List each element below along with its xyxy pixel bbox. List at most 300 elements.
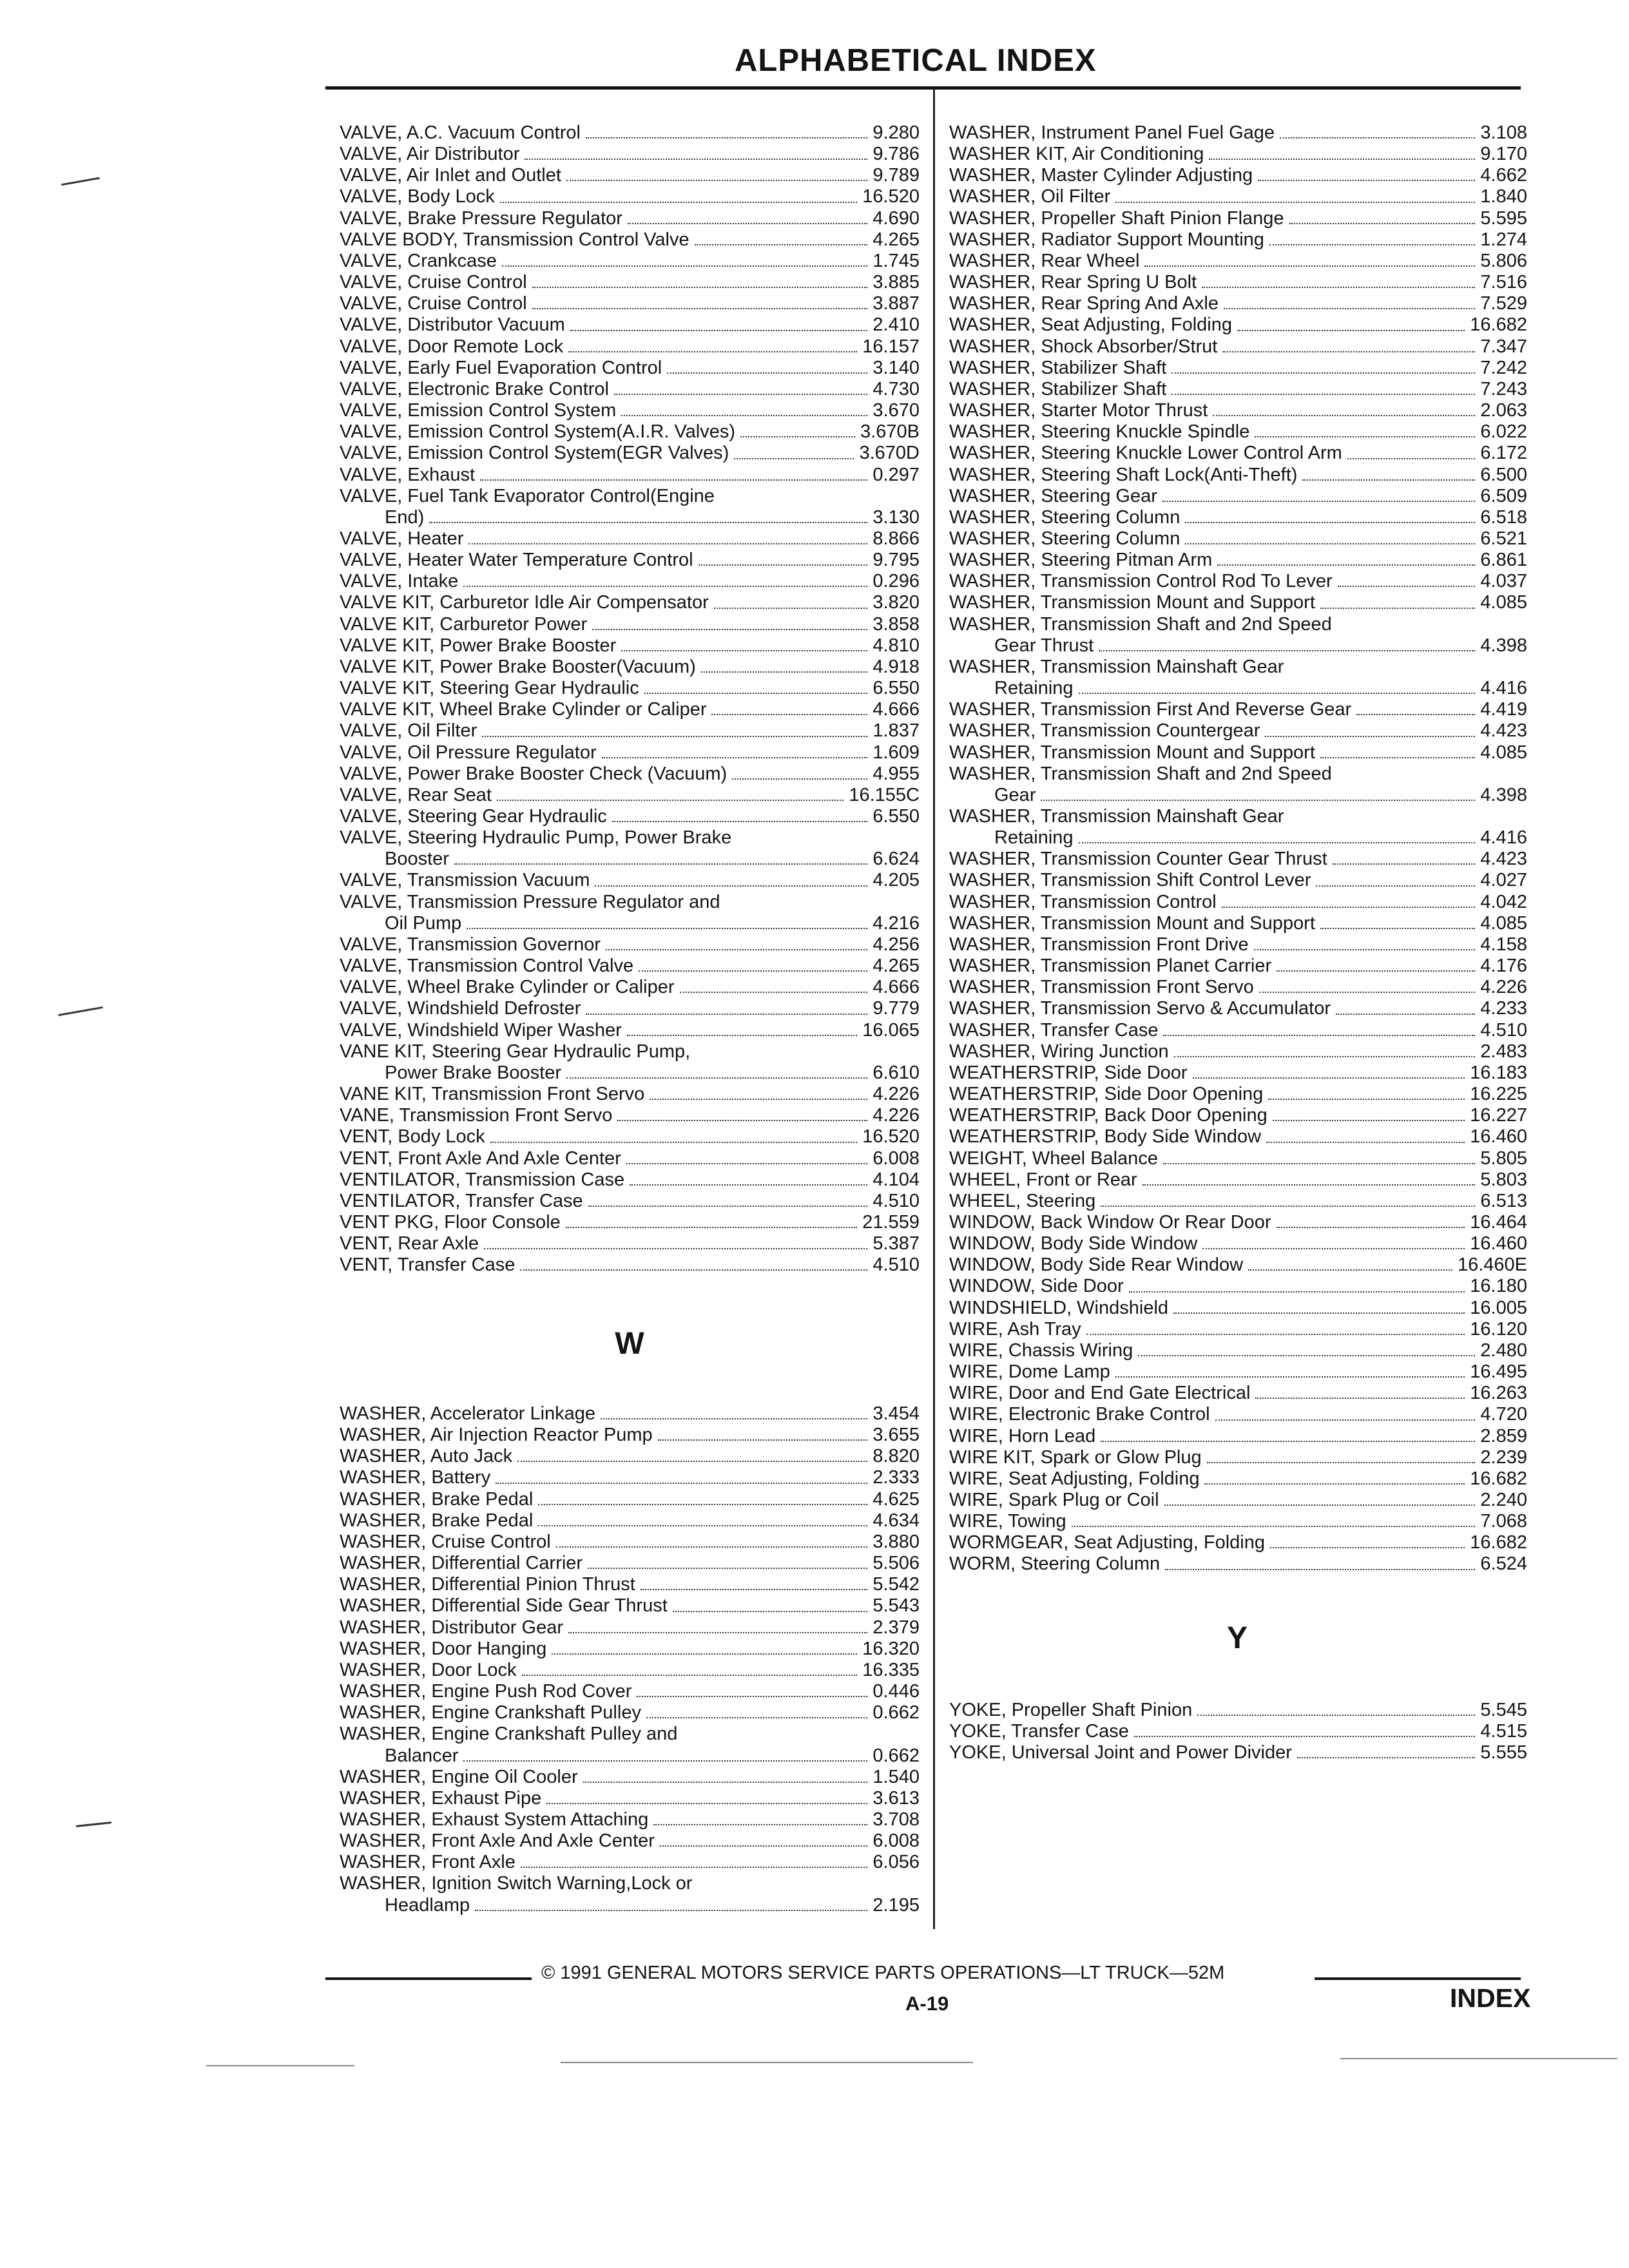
index-entry-label: WHEEL, Steering xyxy=(949,1190,1096,1211)
dot-leader xyxy=(463,586,867,587)
index-entry-page: 16.320 xyxy=(862,1638,920,1659)
index-entry-label: YOKE, Universal Joint and Power Divider xyxy=(949,1742,1292,1763)
index-entry xyxy=(340,1553,920,1574)
dot-leader xyxy=(463,1760,867,1762)
index-entry-label: WASHER, Steering Pitman Arm xyxy=(949,550,1213,571)
index-entry xyxy=(949,1447,1527,1468)
index-entry-label: YOKE, Propeller Shaft Pinion xyxy=(949,1700,1193,1720)
index-entry-page: 4.720 xyxy=(1480,1404,1527,1425)
index-entry xyxy=(340,1788,920,1809)
index-entry xyxy=(340,528,920,550)
index-entry-label: WASHER, Front Axle And Axle Center xyxy=(340,1831,655,1852)
index-entry xyxy=(949,1298,1527,1319)
index-entry-label: VALVE, Electronic Brake Control xyxy=(340,378,609,399)
index-entry-label: Booster xyxy=(385,849,449,870)
dot-leader xyxy=(1277,970,1475,972)
index-entry xyxy=(949,998,1527,1019)
dot-leader xyxy=(1134,1736,1476,1737)
dot-leader xyxy=(1202,1248,1465,1249)
section-label: INDEX xyxy=(1450,1983,1531,2013)
index-entry-page: 16.460E xyxy=(1457,1254,1527,1276)
index-entry xyxy=(949,165,1527,186)
index-entry xyxy=(949,122,1527,144)
index-entry xyxy=(340,1169,920,1191)
dot-leader xyxy=(525,159,867,160)
index-entry-label: WIRE, Electronic Brake Control xyxy=(949,1404,1210,1425)
index-entry xyxy=(340,1681,920,1702)
index-entry-label: VALVE, Body Lock xyxy=(340,186,495,207)
index-entry xyxy=(340,336,920,358)
index-entry xyxy=(949,550,1527,571)
index-entry-page: 5.806 xyxy=(1480,250,1527,271)
dot-leader xyxy=(532,308,868,309)
index-entry-label: VALVE KIT, Power Brake Booster(Vacuum) xyxy=(340,656,696,677)
index-entry xyxy=(949,1084,1527,1105)
dot-leader xyxy=(1273,1120,1465,1121)
dot-leader xyxy=(1163,1163,1475,1164)
index-entry-label: VALVE, Door Remote Lock xyxy=(340,336,564,357)
index-entry xyxy=(949,764,1527,785)
index-entry-page: 4.205 xyxy=(872,870,920,891)
index-entry xyxy=(340,1852,920,1873)
index-entry xyxy=(340,1809,920,1831)
dot-leader xyxy=(570,330,868,331)
dot-leader xyxy=(1237,330,1465,331)
index-entry-page: 6.861 xyxy=(1480,550,1527,571)
index-entry-label: WASHER, Transmission Mount and Support xyxy=(949,592,1315,613)
index-entry-page: 4.810 xyxy=(872,635,920,656)
dot-leader xyxy=(1302,479,1475,481)
index-entry-label: WASHER, Differential Carrier xyxy=(340,1553,583,1574)
index-entry-label: WASHER, Front Axle xyxy=(340,1852,516,1873)
index-entry xyxy=(949,251,1527,272)
index-entry-label: WASHER, Brake Pedal xyxy=(340,1488,534,1510)
index-entry-label: WASHER, Instrument Panel Fuel Gage xyxy=(949,122,1275,143)
index-entry xyxy=(340,1212,920,1233)
index-entry-page: 1.745 xyxy=(872,250,920,271)
index-entry-page: 5.387 xyxy=(872,1233,920,1254)
index-entry-page: 1.609 xyxy=(872,742,920,763)
index-entry-label: VALVE, Emission Control System(A.I.R. Valves) xyxy=(340,421,736,443)
index-entry-label: WASHER, Steering Column xyxy=(949,528,1181,549)
index-entry-page: 9.786 xyxy=(872,144,920,165)
index-entry-page: 5.545 xyxy=(1480,1700,1527,1720)
index-entry-page: 4.918 xyxy=(872,656,920,677)
dot-leader xyxy=(612,821,868,822)
index-entry-page: 7.068 xyxy=(1480,1511,1527,1532)
index-entry-page: 6.521 xyxy=(1480,528,1527,549)
index-entry-label: VALVE, Transmission Vacuum xyxy=(340,870,590,891)
dot-leader xyxy=(566,1077,867,1079)
dot-leader xyxy=(1204,1483,1465,1485)
dot-leader xyxy=(1270,1547,1465,1548)
index-entry xyxy=(949,849,1527,870)
index-entry xyxy=(949,186,1527,207)
index-entry-page: 16.180 xyxy=(1470,1276,1527,1297)
index-entry-label: WASHER, Transmission Countergear xyxy=(949,720,1260,742)
index-entry-label: WEATHERSTRIP, Side Door Opening xyxy=(949,1084,1264,1105)
index-entry-label: VALVE, Power Brake Booster Check (Vacuum) xyxy=(340,763,728,784)
dot-leader xyxy=(480,479,867,481)
index-entry-label: WORMGEAR, Seat Adjusting, Folding xyxy=(949,1532,1265,1553)
index-entry-label: WASHER, Propeller Shaft Pinion Flange xyxy=(949,207,1284,229)
index-entry-page: 4.176 xyxy=(1480,956,1527,977)
dot-leader xyxy=(621,415,867,416)
dot-leader xyxy=(734,458,854,459)
index-entry-label: WASHER, Transmission Shaft and 2nd Speed xyxy=(949,763,1332,784)
dot-leader xyxy=(566,180,868,181)
index-entry-label: WIRE, Dome Lamp xyxy=(949,1361,1110,1383)
index-entry-label: VALVE, Cruise Control xyxy=(340,272,527,293)
index-entry xyxy=(340,1148,920,1169)
index-entry-label: VALVE KIT, Power Brake Booster xyxy=(340,635,617,656)
dot-leader xyxy=(468,543,867,544)
index-entry-label: VALVE, Steering Gear Hydraulic xyxy=(340,806,607,827)
index-entry xyxy=(340,1702,920,1724)
dot-leader xyxy=(1193,1077,1465,1079)
index-entry-label: VALVE, Distributor Vacuum xyxy=(340,314,565,336)
index-entry xyxy=(949,806,1527,827)
index-entry-page: 4.265 xyxy=(872,956,920,977)
index-entry xyxy=(949,208,1527,229)
index-entry xyxy=(340,1617,920,1639)
index-entry xyxy=(340,1873,920,1894)
index-entry-label: End) xyxy=(385,506,425,528)
index-entry xyxy=(949,977,1527,998)
index-entry-label: WINDOW, Side Door xyxy=(949,1276,1124,1297)
index-entry xyxy=(949,699,1527,720)
index-entry-page: 2.240 xyxy=(1480,1490,1527,1510)
index-entry xyxy=(949,870,1527,891)
index-entry-page: 4.233 xyxy=(1480,998,1527,1019)
index-entry xyxy=(340,571,920,592)
index-entry-label: WASHER, Steering Gear xyxy=(949,485,1157,506)
dot-leader xyxy=(583,1782,868,1783)
dot-leader xyxy=(1269,244,1476,245)
index-entry-page: 4.256 xyxy=(872,934,920,955)
index-entry xyxy=(340,614,920,635)
index-entry xyxy=(340,785,920,806)
index-entry xyxy=(340,1724,920,1745)
dot-leader xyxy=(658,1439,868,1441)
index-entry-label: VALVE, Transmission Control Valve xyxy=(340,956,634,977)
index-entry-page: 3.885 xyxy=(872,272,920,293)
index-entry-label: WASHER, Accelerator Linkage xyxy=(340,1403,596,1424)
dot-leader xyxy=(653,1824,867,1825)
index-entry-label: WASHER, Transmission Mainshaft Gear xyxy=(949,806,1284,827)
index-entry-page: 4.510 xyxy=(1480,1019,1527,1041)
dot-leader xyxy=(556,1546,868,1548)
dot-leader xyxy=(1099,650,1475,651)
index-entry xyxy=(340,314,920,336)
dot-leader xyxy=(1213,415,1475,416)
index-entry-label: VALVE, Transmission Pressure Regulator and xyxy=(340,891,720,912)
index-entry-label: WASHER, Transmission Mainshaft Gear xyxy=(949,656,1284,677)
index-entry-page: 3.708 xyxy=(872,1809,920,1830)
index-entry xyxy=(949,1742,1527,1763)
index-entry xyxy=(340,358,920,379)
dot-leader xyxy=(538,1525,867,1526)
index-entry-label: VALVE BODY, Transmission Control Valve xyxy=(340,229,689,250)
index-entry-label: VALVE, Oil Filter xyxy=(340,720,477,742)
index-entry xyxy=(949,293,1527,314)
index-entry xyxy=(340,251,920,272)
index-entry xyxy=(340,229,920,251)
index-entry-page: 3.140 xyxy=(872,357,920,378)
index-entry xyxy=(340,1639,920,1660)
index-entry-label: WINDOW, Back Window Or Rear Door xyxy=(949,1211,1271,1233)
dot-leader xyxy=(1202,287,1475,288)
dot-leader xyxy=(627,1035,857,1036)
index-entry xyxy=(340,870,920,891)
index-entry-page: 16.520 xyxy=(862,1126,920,1148)
index-entry-label: Retaining xyxy=(994,678,1074,699)
scan-rule xyxy=(1340,2058,1617,2059)
index-entry-label: VENTILATOR, Transfer Case xyxy=(340,1190,583,1211)
index-entry-label: VALVE, Heater Water Temperature Control xyxy=(340,550,693,571)
index-entry-page: 16.682 xyxy=(1470,1532,1527,1553)
index-entry-label: WASHER, Steering Shaft Lock(Anti-Theft) xyxy=(949,464,1298,485)
index-column-left xyxy=(340,122,920,1276)
dot-leader xyxy=(1162,501,1476,502)
index-entry-page: 4.730 xyxy=(872,378,920,399)
index-entry xyxy=(340,1105,920,1126)
index-entry xyxy=(340,1233,920,1254)
index-entry-label: WASHER, Exhaust Pipe xyxy=(340,1787,542,1809)
dot-leader xyxy=(522,1675,858,1676)
index-entry xyxy=(949,1532,1527,1553)
index-entry-label: WASHER, Exhaust System Attaching xyxy=(340,1809,649,1830)
dot-leader xyxy=(1142,1184,1476,1186)
dot-leader xyxy=(1209,159,1475,160)
index-entry-label: WEATHERSTRIP, Side Door xyxy=(949,1062,1188,1083)
index-entry xyxy=(340,1595,920,1617)
index-entry-page: 16.065 xyxy=(862,1019,920,1041)
index-entry-label: Retaining xyxy=(994,827,1074,849)
index-entry xyxy=(949,336,1527,358)
index-entry-label: WASHER, Transmission Mount and Support xyxy=(949,912,1315,934)
index-entry xyxy=(340,977,920,998)
dot-leader xyxy=(1197,1715,1475,1716)
index-entry-label: WIRE KIT, Spark or Glow Plug xyxy=(949,1446,1202,1468)
dot-leader xyxy=(1138,1355,1475,1356)
index-entry-label: WASHER, Air Injection Reactor Pump xyxy=(340,1425,653,1446)
index-entry-label: VALVE, Brake Pressure Regulator xyxy=(340,207,622,229)
dot-leader xyxy=(740,436,855,437)
index-entry xyxy=(340,1745,920,1767)
index-entry-label: WASHER, Steering Knuckle Spindle xyxy=(949,421,1250,443)
index-entry-page: 7.347 xyxy=(1480,336,1527,357)
index-entry-page: 3.655 xyxy=(872,1425,920,1446)
index-entry-page: 8.866 xyxy=(872,528,920,549)
index-entry-page: 2.063 xyxy=(1480,400,1527,421)
index-entry xyxy=(949,1700,1527,1721)
scan-mark xyxy=(76,1821,111,1827)
index-entry-label: WEATHERSTRIP, Body Side Window xyxy=(949,1126,1262,1148)
dot-leader xyxy=(701,671,868,673)
index-entry-page: 16.263 xyxy=(1470,1383,1527,1404)
index-entry xyxy=(340,400,920,421)
dot-leader xyxy=(520,1269,867,1271)
index-entry xyxy=(340,1425,920,1446)
index-entry xyxy=(949,272,1527,293)
dot-leader xyxy=(626,1163,868,1164)
index-entry xyxy=(340,1660,920,1681)
dot-leader xyxy=(1316,885,1475,887)
dot-leader xyxy=(621,650,867,651)
index-entry-page: 2.239 xyxy=(1480,1446,1527,1468)
index-entry xyxy=(340,1510,920,1532)
dot-leader xyxy=(546,1803,867,1804)
index-entry-page: 6.550 xyxy=(872,678,920,699)
dot-leader xyxy=(1338,586,1476,587)
index-entry-label: VALVE, Exhaust xyxy=(340,464,476,485)
index-entry-label: VANE, Transmission Front Servo xyxy=(340,1105,613,1126)
dot-leader xyxy=(1185,543,1475,544)
index-entry xyxy=(340,678,920,699)
index-entry-page: 4.226 xyxy=(872,1105,920,1126)
index-entry-label: WIRE, Seat Adjusting, Folding xyxy=(949,1468,1200,1489)
footer-copyright: © 1991 GENERAL MOTORS SERVICE PARTS OPERATIONS—LT TRUCK—52M xyxy=(541,1963,1225,1983)
index-entry xyxy=(949,720,1527,742)
index-entry-page: 3.880 xyxy=(872,1531,920,1552)
index-entry-label: WASHER, Auto Jack xyxy=(340,1446,513,1467)
index-entry xyxy=(949,421,1527,443)
dot-leader xyxy=(1129,1291,1465,1293)
index-entry-label: WINDOW, Body Side Rear Window xyxy=(949,1254,1244,1276)
dot-leader xyxy=(630,1184,867,1186)
index-entry xyxy=(949,486,1527,507)
index-entry-label: WASHER, Transfer Case xyxy=(949,1019,1159,1041)
dot-leader xyxy=(552,1653,857,1655)
index-column-right-y xyxy=(949,1700,1527,1763)
index-column-left-w xyxy=(340,1403,920,1916)
dot-leader xyxy=(1268,1099,1465,1100)
dot-leader xyxy=(1115,202,1475,203)
index-entry-page: 16.495 xyxy=(1470,1361,1527,1383)
index-entry-label: VALVE, Fuel Tank Evaporator Control(Engine xyxy=(340,485,715,506)
index-entry-label: VALVE, Heater xyxy=(340,528,464,549)
index-entry-page: 4.085 xyxy=(1480,592,1527,613)
index-entry-label: WINDOW, Body Side Window xyxy=(949,1233,1198,1254)
index-entry-label: VENT, Rear Axle xyxy=(340,1233,479,1254)
index-entry-page: 4.666 xyxy=(872,977,920,998)
index-entry-page: 4.510 xyxy=(872,1190,920,1211)
index-entry-page: 3.454 xyxy=(872,1403,920,1424)
index-entry xyxy=(340,764,920,785)
dot-leader xyxy=(532,287,868,288)
index-entry xyxy=(949,1404,1527,1425)
index-entry-page: 9.789 xyxy=(872,165,920,186)
dot-leader xyxy=(1289,223,1476,224)
index-entry xyxy=(340,550,920,571)
index-entry-page: 4.416 xyxy=(1480,827,1527,849)
index-entry-page: 6.008 xyxy=(872,1148,920,1169)
index-entry xyxy=(949,827,1527,849)
index-entry xyxy=(949,507,1527,528)
index-entry-label: WASHER, Transmission Mount and Support xyxy=(949,742,1315,763)
dot-leader xyxy=(1266,1142,1465,1143)
dot-leader xyxy=(1164,1504,1476,1506)
index-entry xyxy=(340,956,920,977)
section-letter-w: W xyxy=(615,1327,644,1361)
index-entry-page: 4.085 xyxy=(1480,912,1527,934)
index-entry xyxy=(340,208,920,229)
dot-leader xyxy=(1144,265,1475,267)
index-entry-page: 4.510 xyxy=(872,1254,920,1276)
index-entry-page: 2.410 xyxy=(872,314,920,336)
index-entry-page: 4.666 xyxy=(872,699,920,720)
index-entry-label: WASHER, Oil Filter xyxy=(949,186,1111,207)
index-entry-label: VANE KIT, Transmission Front Servo xyxy=(340,1084,645,1105)
index-entry-label: WASHER, Transmission Shift Control Lever xyxy=(949,870,1311,891)
index-entry-label: WASHER, Transmission Control xyxy=(949,891,1217,912)
index-entry-label: VALVE, Oil Pressure Regulator xyxy=(340,742,597,763)
index-entry-page: 16.155C xyxy=(849,784,920,805)
index-entry-page: 4.158 xyxy=(1480,934,1527,955)
dot-leader xyxy=(695,244,868,245)
index-entry-page: 9.779 xyxy=(872,998,920,1019)
index-entry-page: 16.682 xyxy=(1470,1468,1527,1489)
dot-leader xyxy=(1254,949,1476,950)
scan-rule xyxy=(206,2065,354,2066)
index-entry xyxy=(340,849,920,870)
index-entry-page: 5.542 xyxy=(872,1574,920,1595)
dot-leader xyxy=(1255,436,1475,437)
dot-leader xyxy=(1163,1035,1475,1036)
dot-leader xyxy=(1248,1269,1452,1271)
index-entry-page: 6.624 xyxy=(872,849,920,870)
index-entry xyxy=(340,1489,920,1510)
index-entry-label: WASHER, Radiator Support Mounting xyxy=(949,229,1264,250)
dot-leader xyxy=(1222,351,1475,352)
dot-leader xyxy=(617,1120,867,1121)
index-entry xyxy=(340,1254,920,1276)
index-entry xyxy=(340,1020,920,1041)
index-entry-label: VALVE KIT, Carburetor Idle Air Compensator xyxy=(340,592,709,613)
index-entry-page: 9.280 xyxy=(872,122,920,143)
index-entry-label: WIRE, Ash Tray xyxy=(949,1318,1081,1340)
index-entry xyxy=(340,1767,920,1788)
index-entry xyxy=(949,1020,1527,1041)
index-entry xyxy=(340,1084,920,1105)
index-entry-label: WORM, Steering Column xyxy=(949,1553,1161,1575)
dot-leader xyxy=(680,992,868,993)
index-entry-page: 4.634 xyxy=(872,1510,920,1531)
index-entry xyxy=(340,699,920,720)
index-entry-page: 3.858 xyxy=(872,613,920,635)
index-entry-page: 4.226 xyxy=(872,1084,920,1105)
dot-leader xyxy=(1217,564,1475,566)
index-entry-page: 0.297 xyxy=(872,464,920,485)
dot-leader xyxy=(673,1611,868,1612)
index-entry-page: 6.513 xyxy=(1480,1190,1527,1211)
index-entry xyxy=(949,1233,1527,1254)
index-entry-page: 6.550 xyxy=(872,806,920,827)
index-entry-label: WASHER, Engine Oil Cooler xyxy=(340,1766,578,1787)
index-entry-label: WASHER, Differential Side Gear Thrust xyxy=(340,1595,668,1617)
index-entry-page: 2.859 xyxy=(1480,1425,1527,1446)
index-entry xyxy=(340,720,920,742)
dot-leader xyxy=(732,778,867,780)
index-entry-label: VALVE, Windshield Wiper Washer xyxy=(340,1019,622,1041)
index-entry-label: WINDSHIELD, Windshield xyxy=(949,1297,1169,1318)
index-entry-page: 6.500 xyxy=(1480,464,1527,485)
index-entry xyxy=(949,1340,1527,1361)
index-entry-page: 2.379 xyxy=(872,1617,920,1638)
dot-leader xyxy=(467,928,867,929)
dot-leader xyxy=(714,608,868,609)
